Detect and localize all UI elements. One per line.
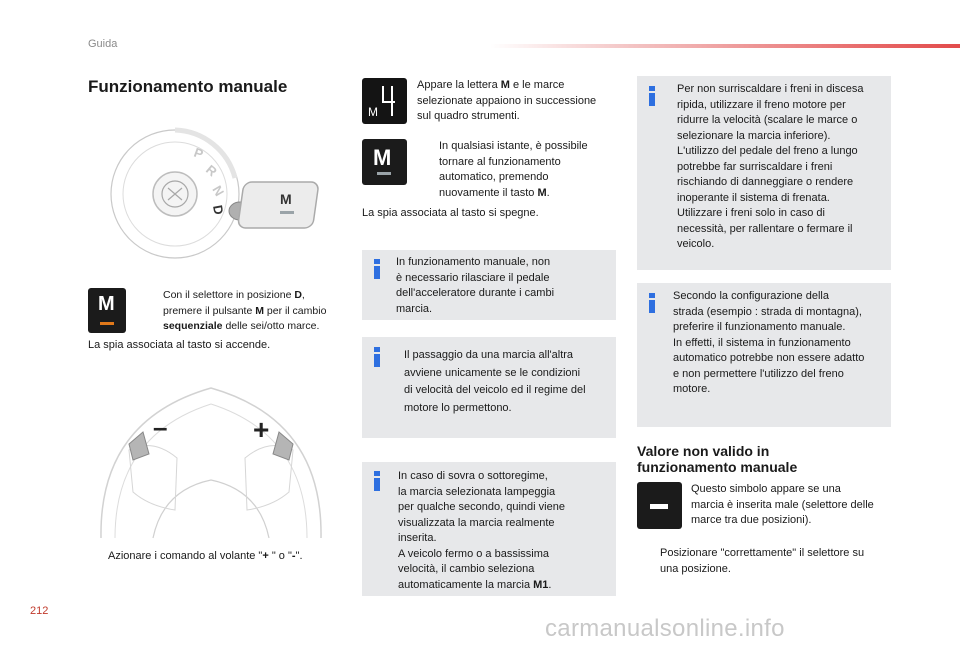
light-on-text: La spia associata al tasto si accende. [88,339,271,351]
paddle-minus-label: – [153,412,168,442]
m-button [238,182,319,228]
header-accent-bar [490,44,960,48]
selector-r-label: R [203,161,220,180]
gear-selector-illustration [110,118,340,270]
info-note-brakes: Per non surriscaldare i freni in discesa ripida, utilizzare il freno motore per ridurre la velocità (scalare le marce o selezionare la marcia inferiore). L'utilizzo del pedale del freno a lungo potrebbe far surriscaldare i freni rischiando di danneggiare o rendere inoperante il sistema di frenata. Utilizzare i freni solo in caso di necessità, per rallentare o fermare il veicolo. [637,76,891,270]
invalid-value-tile [637,482,682,529]
step-use-paddles: Azionare i comando al volante "+ " o "-". [108,550,303,562]
paddle-plus-label: + [253,414,270,445]
m-button-tile [362,139,407,185]
invalid-value-text: Questo simbolo appare se una marcia è inserita male (selettore delle marce tra due posizioni). [691,483,874,526]
light-off-text: La spia associata al tasto si spegne. [362,207,539,219]
info-icon [649,293,655,313]
page-number: 212 [30,605,49,617]
m-indicator-letter: M [98,293,115,315]
info-icon [649,86,655,106]
info-icon [374,471,380,491]
step-select-manual: Con il selettore in posizione D, premere il pulsante M per il cambio sequenziale delle sei/otto marce. [163,289,327,332]
return-to-auto-text: In qualsiasi istante, è possibile tornare al funzionamento automatico, premendo nuovamente il tasto M. [439,140,588,199]
m-button-label: M [280,191,292,207]
info-icon [374,259,380,279]
reposition-selector-text: Posizionare "correttamente" il selettore su una posizione. [660,547,865,575]
info-icon [374,347,380,367]
m-indicator-tile [88,288,126,333]
info-note-gear-change: Il passaggio da una marcia all'altra avviene unicamente se le condizioni di velocità del veicolo ed il regime del motore lo permettono. [362,337,616,438]
display-explanation: Appare la lettera M e le marce selezionate appaiono in successione sul quadro strumenti. [417,79,597,122]
info-note-no-release: In funzionamento manuale, non è necessario rilasciare il pedale dell'acceleratore durante i cambi marcia. [362,250,616,320]
section-label: Guida [88,38,118,50]
m-indicator-underline [100,322,114,325]
section-subtitle: Valore non valido in funzionamento manuale [637,443,798,475]
display-mode-letter: M [368,105,378,119]
instrument-display-tile [362,78,407,124]
m-button-tile-letter: M [373,145,392,170]
info-note-mountain: Secondo la configurazione della strada (esempio : strada di montagna), preferire il funzionamento manuale. In effetti, il sistema in funzionamento automatico potrebbe non essere adatto e non permettere l'utilizzo del freno motore. [637,283,891,427]
dash-icon [650,504,668,509]
m-button-tile-underline [377,172,391,175]
selector-p-label: P [191,144,206,162]
selector-n-label: N [209,183,228,199]
selector-d-label: D [210,203,227,216]
info-note-overrev: In caso di sovra o sottoregime, la marcia selezionata lampeggia per qualche secondo, quindi viene visualizzata la marcia realmente inserita. A veicolo fermo o a bassissima velocità, il cambio seleziona automaticamente la marcia M1. [362,462,616,596]
steering-wheel-illustration [93,380,329,542]
watermark-text: carmanualsonline.info [545,615,785,642]
page-title: Funzionamento manuale [88,77,288,96]
gear-display-icon [362,78,407,124]
